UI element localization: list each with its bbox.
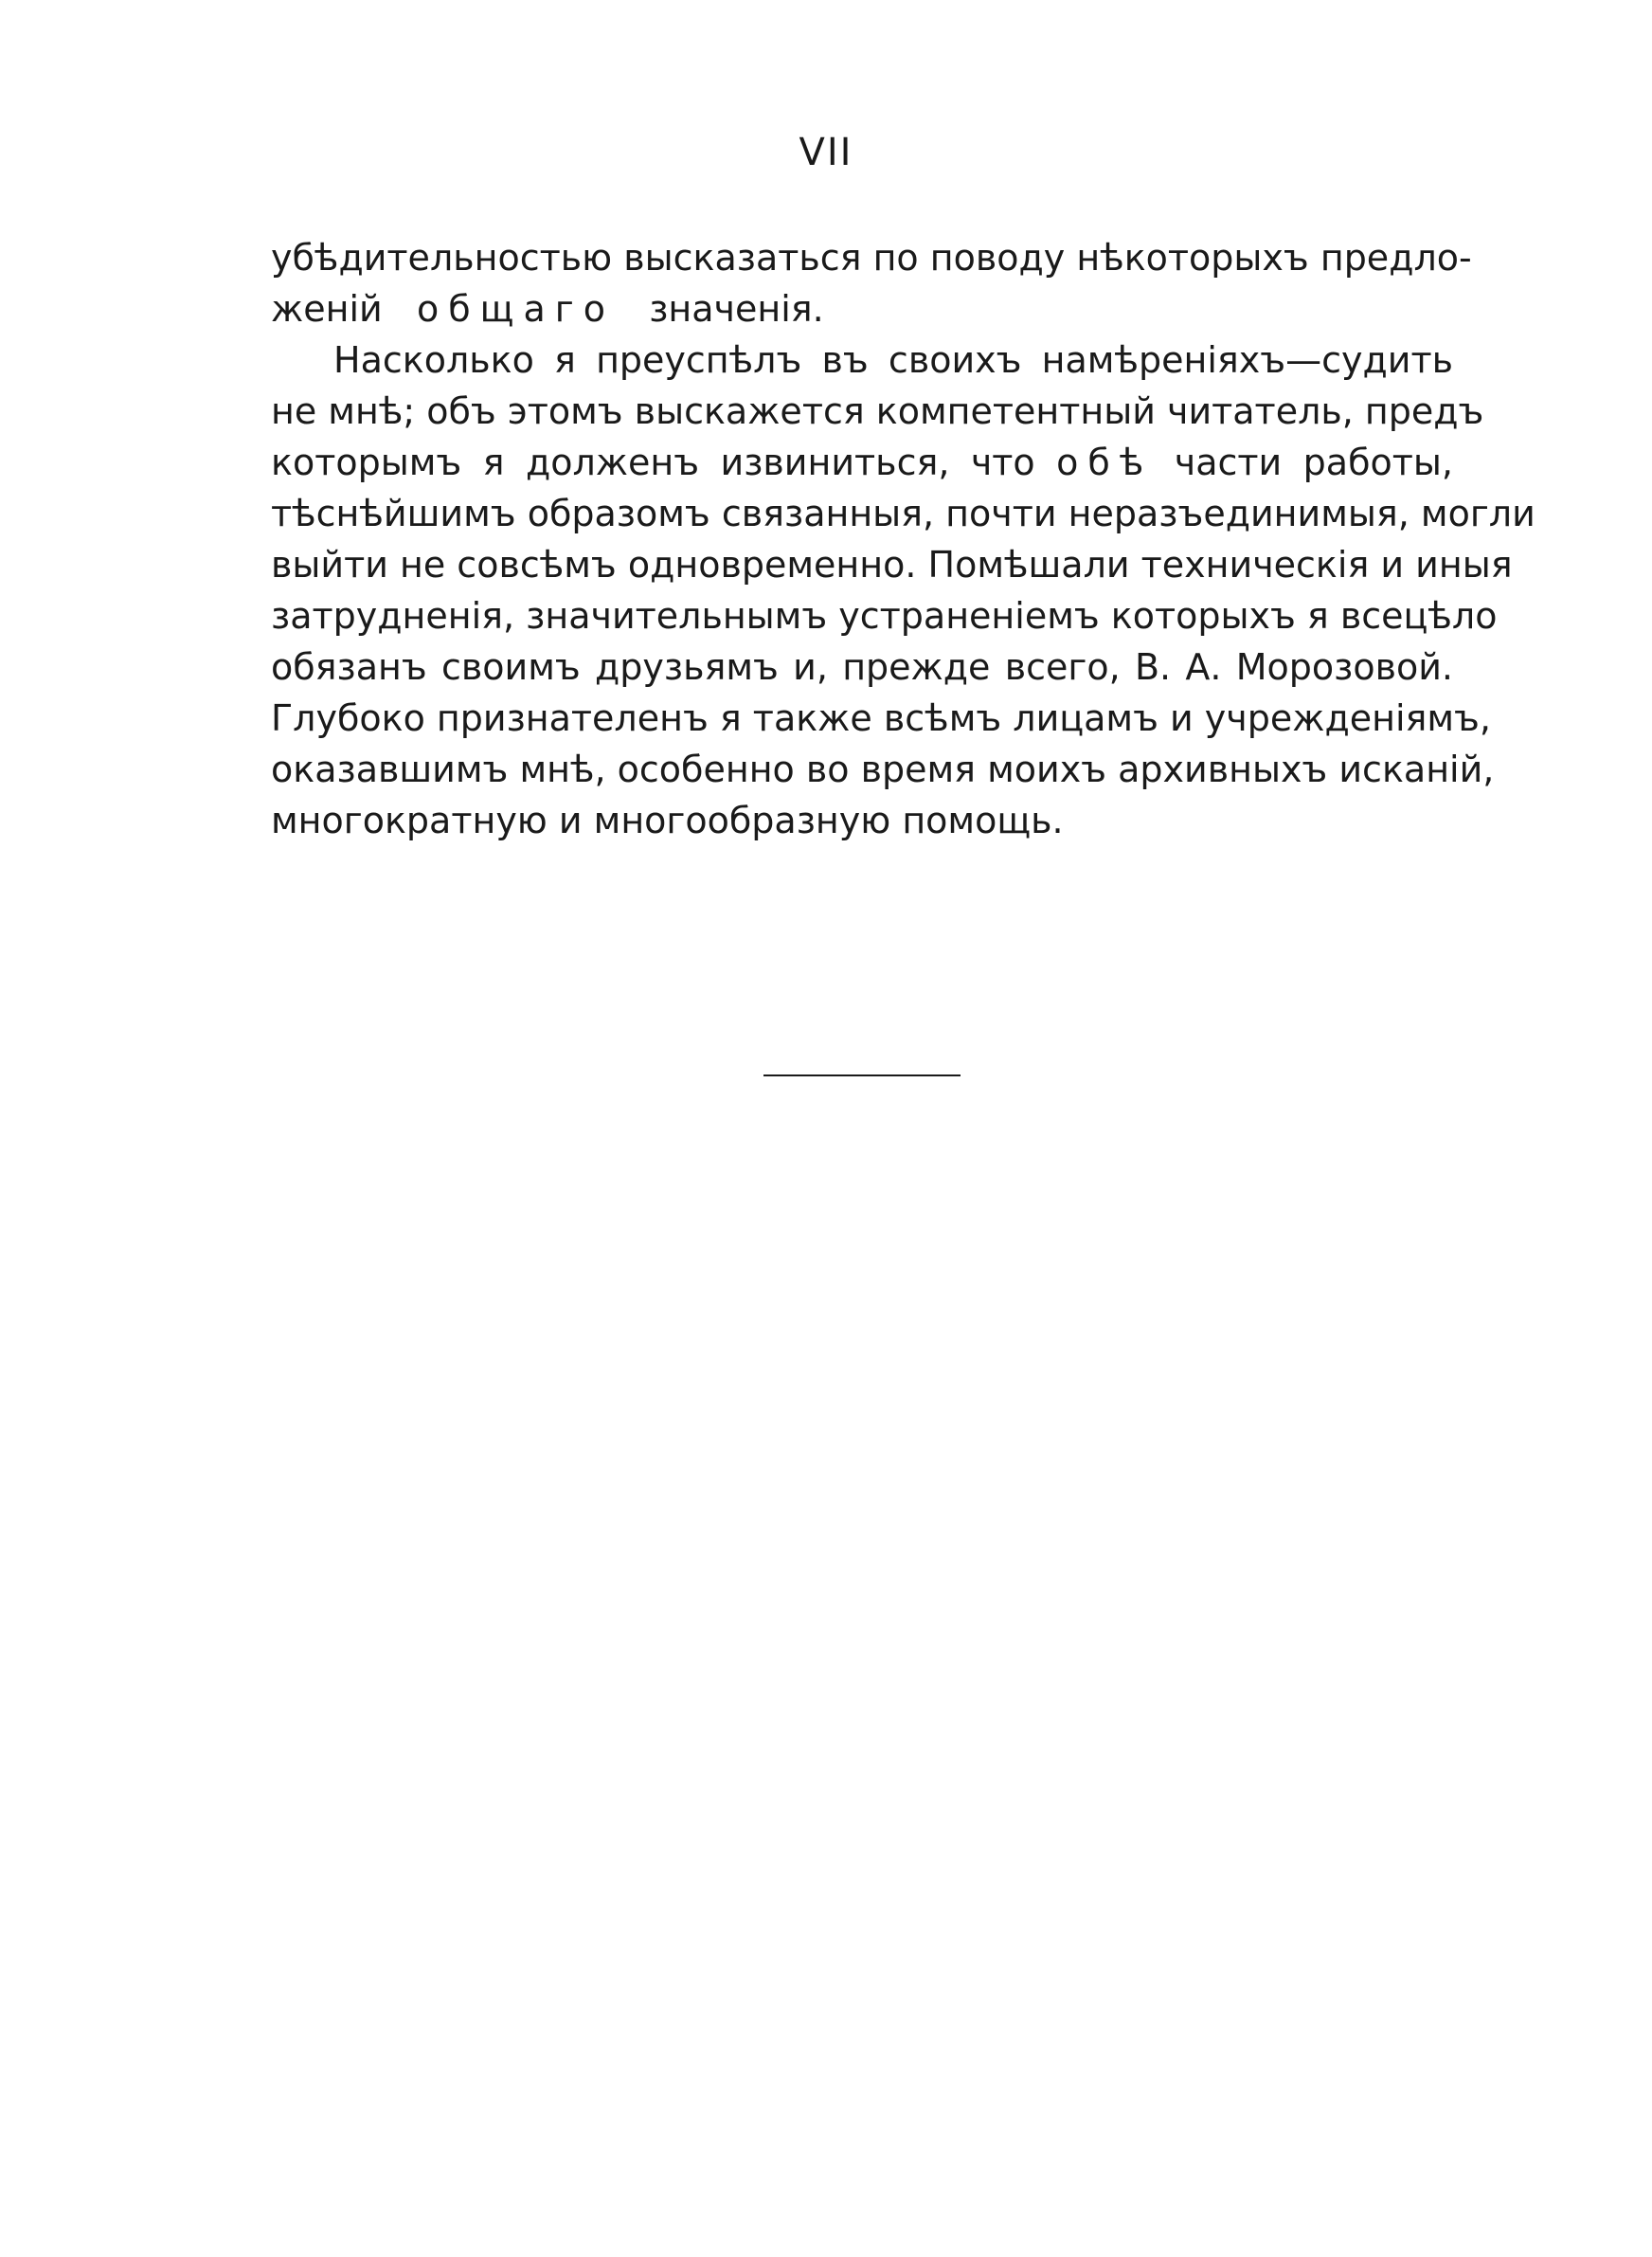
paragraph-1-line-1: убѣдительностью высказаться по поводу нѣкоторыхъ предло- bbox=[271, 237, 1472, 279]
page-number: VII bbox=[799, 131, 853, 174]
paragraph-2-line-3 bbox=[271, 437, 1453, 488]
emphasized-word: общаго bbox=[416, 288, 615, 330]
text-segment: женій bbox=[271, 288, 383, 330]
paragraph-2-line-5: выйти не совсѣмъ одновременно. Помѣшали техническія и иныя bbox=[271, 544, 1513, 586]
text-segment: которымъ я долженъ извиниться, что bbox=[271, 442, 1035, 483]
emphasized-word: обѣ bbox=[1056, 442, 1154, 483]
paragraph-2-line-10: многократную и многообразную помощь. bbox=[271, 800, 1064, 841]
paragraph-2-line-9: оказавшимъ мнѣ, особенно во время моихъ архивныхъ исканій, bbox=[271, 749, 1495, 790]
paragraph-2-line-1: Насколько я преуспѣлъ въ своихъ намѣреніяхъ—судить bbox=[333, 339, 1453, 381]
paragraph-1-line-2 bbox=[271, 283, 1453, 334]
paragraph-2-line-4: тѣснѣйшимъ образомъ связанныя, почти неразъединимыя, могли bbox=[271, 493, 1535, 534]
text-segment: части работы, bbox=[1174, 442, 1453, 483]
paragraph-2-line-6: затрудненія, значительнымъ устраненіемъ которыхъ я всецѣло bbox=[271, 595, 1498, 637]
paragraph-2-line-7: обязанъ своимъ друзьямъ и, прежде всего, В. А. Морозовой. bbox=[271, 646, 1453, 688]
section-divider bbox=[763, 1074, 961, 1076]
body-text bbox=[271, 232, 1535, 846]
paragraph-2-line-8: Глубоко признателенъ я также всѣмъ лицамъ и учрежденіямъ, bbox=[271, 697, 1491, 739]
paragraph-2-line-2: не мнѣ; объ этомъ выскажется компетентный читатель, предъ bbox=[271, 390, 1484, 432]
text-segment: значенія. bbox=[649, 288, 824, 330]
